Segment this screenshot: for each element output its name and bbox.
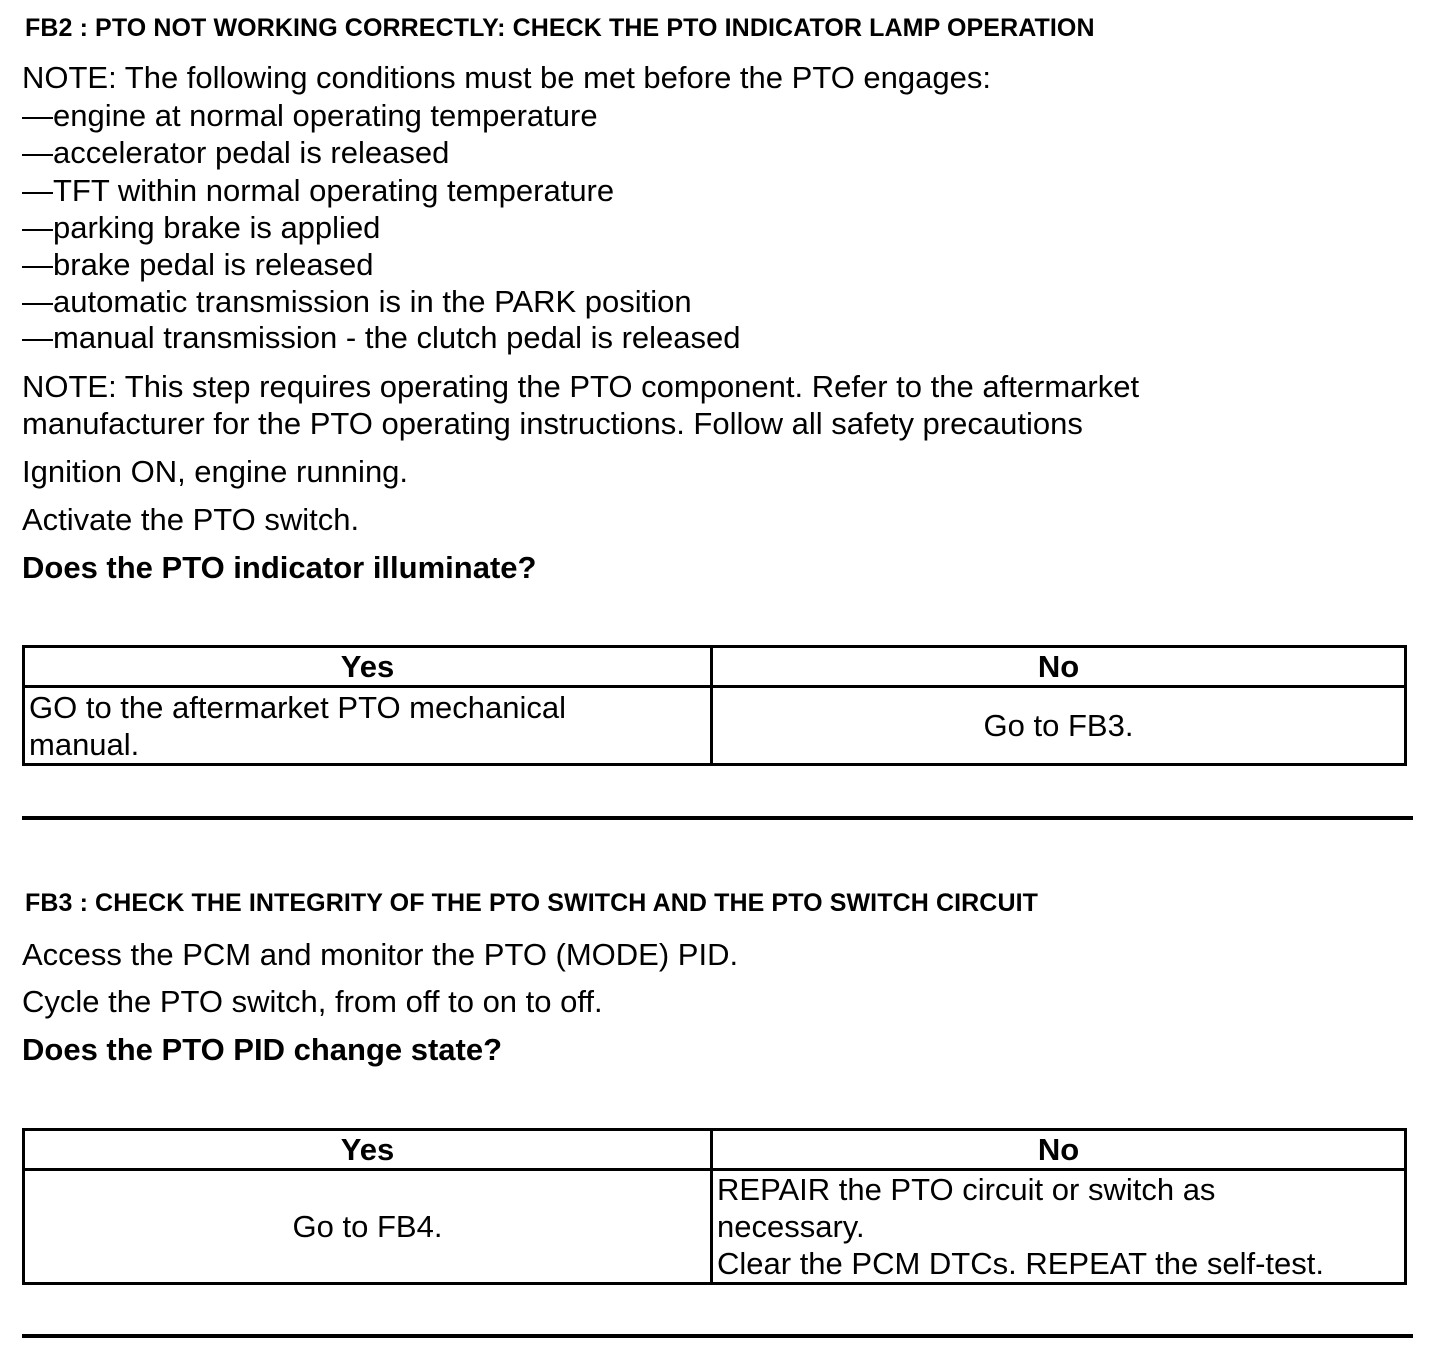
fb3-result-table	[22, 1128, 1407, 1285]
yes-cell-line: manual.	[29, 726, 140, 762]
no-cell-line: REPAIR the PTO circuit or switch as	[717, 1172, 1216, 1207]
fb2-note-operating-cont: manufacturer for the PTO operating instructions. Follow all safety precautions	[22, 406, 1083, 441]
fb2-step-activate: Activate the PTO switch.	[22, 502, 360, 537]
fb3-step-cycle: Cycle the PTO switch, from off to on to off.	[22, 984, 603, 1019]
fb2-result-table	[22, 645, 1407, 766]
no-cell: Go to FB3.	[712, 687, 1406, 765]
yes-cell-line: GO to the aftermarket PTO mechanical	[29, 689, 566, 725]
fb3-question: Does the PTO PID change state?	[22, 1032, 503, 1067]
condition-item: —accelerator pedal is released	[22, 135, 450, 170]
yes-cell: Go to FB4.	[24, 1170, 712, 1284]
fb2-note-conditions: NOTE: The following conditions must be met before the PTO engages:	[22, 60, 991, 95]
section-divider	[22, 816, 1413, 820]
fb2-step-ignition: Ignition ON, engine running.	[22, 454, 409, 489]
yes-header: Yes	[24, 647, 712, 687]
no-cell-line: necessary.	[717, 1209, 865, 1244]
no-cell-line: Clear the PCM DTCs. REPEAT the self-test.	[717, 1246, 1324, 1281]
condition-item: —automatic transmission is in the PARK position	[22, 284, 692, 319]
fb3-heading: FB3 : CHECK THE INTEGRITY OF THE PTO SWITCH AND THE PTO SWITCH CIRCUIT	[25, 889, 1039, 917]
condition-item: —engine at normal operating temperature	[22, 98, 598, 133]
fb3-step-access: Access the PCM and monitor the PTO (MODE) PID.	[22, 937, 739, 972]
no-header: No	[712, 1130, 1406, 1170]
fb2-heading: FB2 : PTO NOT WORKING CORRECTLY: CHECK THE PTO INDICATOR LAMP OPERATION	[25, 14, 1095, 42]
section-divider	[22, 1334, 1413, 1338]
yes-cell	[24, 687, 712, 765]
condition-item: —parking brake is applied	[22, 210, 381, 245]
fb2-note-operating: NOTE: This step requires operating the PTO component. Refer to the aftermarket	[22, 369, 1140, 404]
no-cell	[712, 1170, 1406, 1284]
condition-item: —TFT within normal operating temperature	[22, 173, 615, 208]
condition-item: —manual transmission - the clutch pedal is released	[22, 320, 741, 355]
condition-item: —brake pedal is released	[22, 247, 374, 282]
no-header: No	[712, 647, 1406, 687]
yes-header: Yes	[24, 1130, 712, 1170]
fb2-question: Does the PTO indicator illuminate?	[22, 550, 537, 585]
